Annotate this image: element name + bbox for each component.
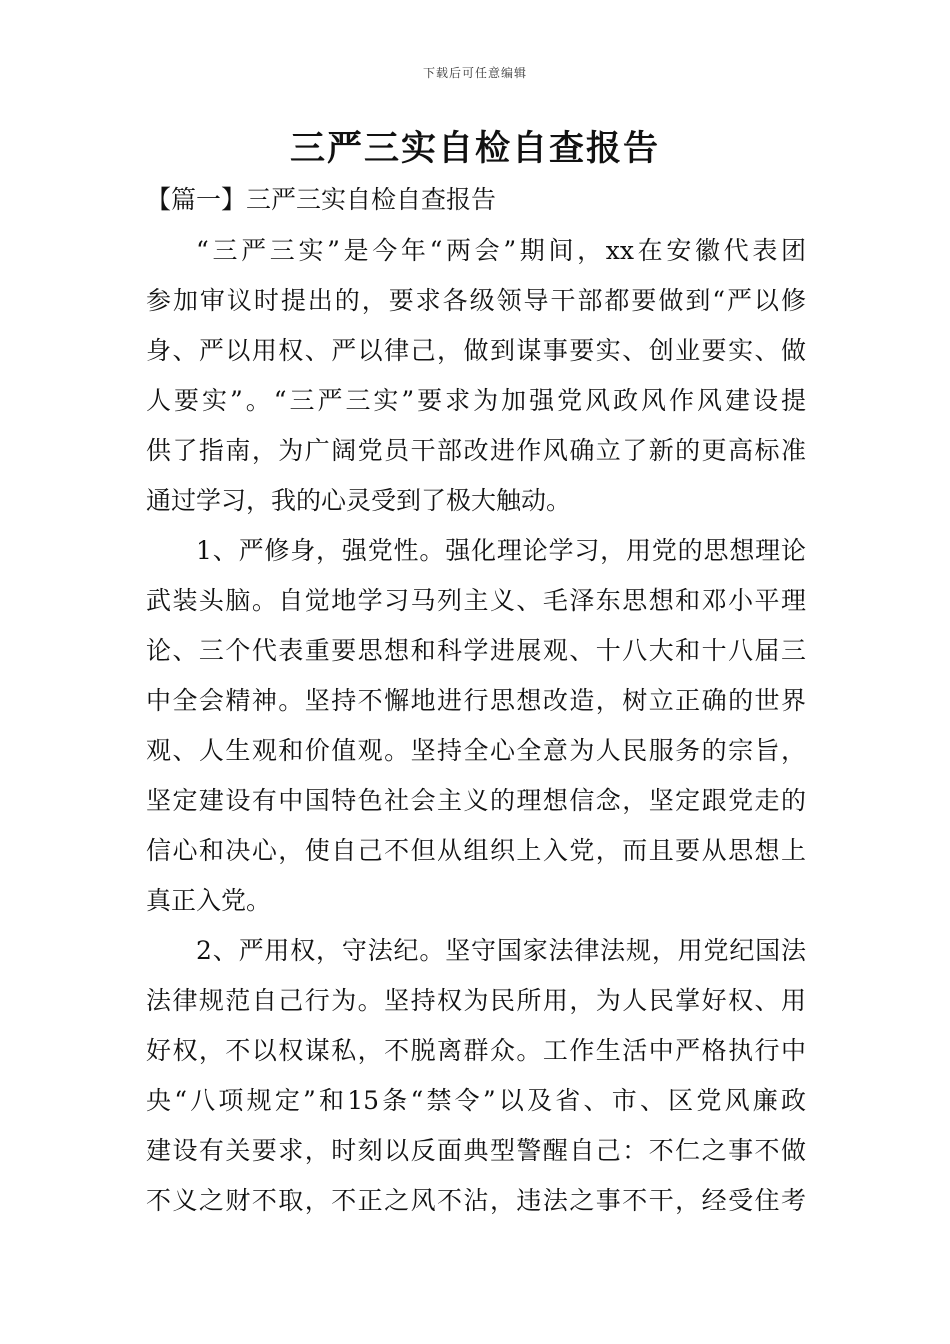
paragraph-line: 人要实”。“三严三实”要求为加强党风政风作风建设提 (146, 386, 806, 415)
document-title: 三严三实自检自查报告 (289, 128, 660, 169)
paragraph-line: 参加审议时提出的，要求各级领导干部都要做到“严以修 (146, 286, 806, 315)
paragraph-line: 法律规范自己行为。坚持权为民所用，为人民掌好权、用 (146, 986, 806, 1015)
section-heading: 【篇一】三严三实自检自查报告 (146, 185, 497, 214)
paragraph-line: 通过学习，我的心灵受到了极大触动。 (146, 486, 572, 515)
paragraph-line: 信心和决心，使自己不但从组织上入党，而且要从思想上 (146, 836, 806, 865)
paragraph-point-2 (146, 926, 806, 1226)
paragraph-line: 身、严以用权、严以律己，做到谋事要实、创业要实、做 (146, 336, 806, 365)
paragraph-line: 武装头脑。自觉地学习马列主义、毛泽东思想和邓小平理 (146, 586, 806, 615)
paragraph-line: 2、严用权，守法纪。坚守国家法律法规，用党纪国法 (196, 936, 806, 965)
paragraph-line: 央“八项规定”和15条“禁令”以及省、市、区党风廉政 (146, 1086, 806, 1115)
paragraph-line: 坚定建设有中国特色社会主义的理想信念，坚定跟党走的 (146, 786, 806, 815)
paragraph-intro (146, 226, 806, 526)
paragraph-line: 中全会精神。坚持不懈地进行思想改造，树立正确的世界 (146, 686, 806, 715)
paragraph-line: 不义之财不取，不正之风不沾，违法之事不干，经受住考 (146, 1186, 806, 1215)
paragraph-line: 1、严修身，强党性。强化理论学习，用党的思想理论 (196, 536, 806, 565)
paragraph-point-1 (146, 526, 806, 926)
paragraph-line: 观、人生观和价值观。坚持全心全意为人民服务的宗旨， (146, 736, 806, 765)
paragraph-line: 供了指南，为广阔党员干部改进作风确立了新的更高标准 (146, 436, 806, 465)
paragraph-line: 论、三个代表重要思想和科学进展观、十八大和十八届三 (146, 636, 806, 665)
paragraph-line: 真正入党。 (146, 886, 272, 915)
paragraph-line: 建设有关要求，时刻以反面典型警醒自己：不仁之事不做 (146, 1136, 806, 1165)
paragraph-line: 好权，不以权谋私，不脱离群众。工作生活中严格执行中 (146, 1036, 806, 1065)
page-header-note: 下载后可任意编辑 (422, 66, 527, 80)
document-body (146, 176, 806, 1226)
paragraph-line: “三严三实”是今年“两会”期间，xx在安徽代表团 (196, 236, 806, 265)
